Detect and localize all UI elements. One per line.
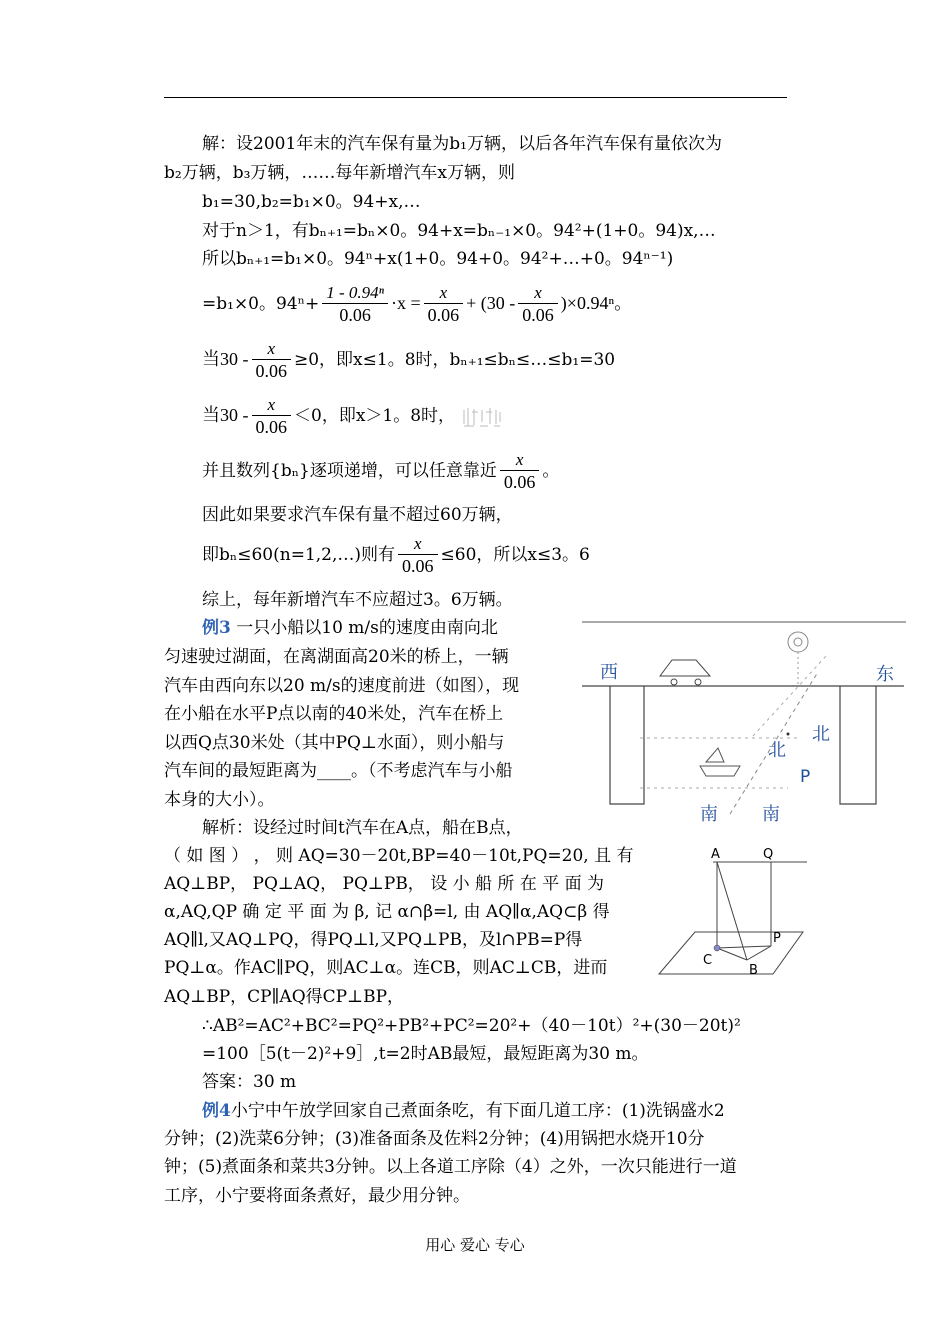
eq-lead: 即bₙ≤60(n=1,2,…)则有 — [202, 545, 396, 565]
label-a: A — [711, 847, 720, 862]
label-north: 北 — [812, 724, 830, 745]
fraction — [322, 283, 388, 326]
label-east: 东 — [876, 664, 894, 685]
text-line: 分钟；(2)洗菜6分钟；(3)准备面条及佐料2分钟；(4)用锅把水烧开10分 — [164, 1129, 705, 1149]
text-line: =100［5(t－2)²+9］,t=2时AB最短，最短距离为30 m。 — [202, 1044, 649, 1064]
boat-icon — [700, 748, 740, 776]
label-south: 南 — [762, 804, 780, 825]
example-text: 小宁中午放学回家自己煮面条吃，有下面几道工序：(1)洗锅盛水2 — [230, 1101, 725, 1121]
eq-tail: 。 — [542, 461, 560, 481]
text-line: 答案：30 m — [202, 1072, 297, 1092]
eq-plus: + (30 - — [466, 293, 516, 313]
eq-tail: ≤60，所以x≤3。6 — [440, 545, 590, 565]
text-line: 汽车由西向东以20 m/s的速度前进（如图），现 — [164, 676, 520, 696]
text-line: （ 如 图 ） ， 则 AQ=30－20t,BP=40－10t,PQ=20, 且 有 — [164, 846, 634, 866]
denominator: 0.06 — [398, 554, 438, 577]
example-3-line-1 — [202, 617, 498, 639]
text-line: b₂万辆，b₃万辆，……每年新增汽车x万辆，则 — [164, 163, 515, 183]
text-line: 对于n＞1，有bₙ₊₁=bₙ×0。94+x=bₙ₋₁×0。94²+(1+0。94)x,… — [202, 221, 716, 241]
denominator: 0.06 — [252, 359, 292, 382]
numerator: x — [413, 534, 422, 553]
label-south: 南 — [700, 804, 718, 825]
eq-lead: =b₁×0。94ⁿ+ — [202, 294, 320, 314]
page-footer: 用心 爱心 专心 — [425, 1236, 525, 1254]
numerator: x — [267, 395, 276, 414]
eq-lead: 当30 - — [202, 405, 249, 425]
text-line: ∴AB²=AC²+BC²=PQ²+PB²+PC²=20²+（40－10t）²+(30－20t)² — [202, 1016, 741, 1036]
example-text: 一只小船以10 m/s的速度由南向北 — [230, 618, 498, 638]
fraction — [424, 283, 464, 326]
header-rule — [164, 97, 787, 98]
label-q: Q — [763, 847, 774, 862]
fraction — [252, 339, 292, 382]
text-line: 匀速驶过湖面，在离湖面高20米的桥上，一辆 — [164, 647, 509, 667]
fraction — [518, 283, 558, 326]
text-line: 钟；(5)煮面条和菜共3分钟。以上各道工序除（4）之外，一次只能进行一道 — [164, 1157, 737, 1177]
text-line: α,AQ,QP 确 定 平 面 为 β, 记 α∩β=l, 由 AQ∥α,AQ⊂β 得 — [164, 902, 610, 922]
text-line: 在小船在水平P点以南的40米处，汽车在桥上 — [164, 704, 504, 724]
text-line: AQ⊥BP， PQ⊥AQ， PQ⊥PB， 设 小 船 所 在 平 面 为 — [164, 874, 605, 894]
label-p: P — [773, 931, 781, 946]
label-b: B — [749, 963, 758, 978]
eq-mid: ·x = — [391, 293, 421, 313]
text-line: 工序，小宁要将面条煮好，最少用分钟。 — [164, 1186, 470, 1206]
numerator: x — [515, 450, 524, 469]
text-line: 解：设2001年末的汽车保有量为b₁万辆，以后各年汽车保有量依次为 — [202, 134, 722, 154]
lamp-icon — [788, 632, 808, 652]
denominator: 0.06 — [518, 303, 558, 326]
numerator: x — [267, 339, 276, 358]
label-north: 北 — [768, 740, 786, 761]
geometry-figure — [655, 842, 815, 982]
garbled-formula-image — [460, 404, 506, 430]
text-line: 综上，每年新增汽车不应超过3。6万辆。 — [202, 590, 513, 610]
eq-tail: )×0.94ⁿ。 — [560, 293, 633, 313]
numerator: x — [534, 283, 542, 302]
example-label: 例4 — [202, 1101, 231, 1121]
numerator: x — [439, 283, 448, 302]
denominator: 0.06 — [500, 470, 540, 493]
text-line: 汽车间的最短距离为____。（不考虑汽车与小船 — [164, 761, 513, 781]
fraction — [252, 395, 292, 438]
equation-1 — [202, 278, 632, 329]
eq-tail: ≥0，即x≤1。8时，bₙ₊₁≤bₙ≤…≤b₁=30 — [294, 350, 616, 370]
equation-2 — [202, 334, 615, 385]
eq-lead: 当30 - — [202, 349, 249, 369]
example-4-line-1 — [202, 1100, 725, 1122]
denominator: 0.06 — [322, 303, 388, 326]
example-label: 例3 — [202, 618, 231, 638]
denominator: 0.06 — [252, 415, 292, 438]
bridge-figure — [578, 616, 908, 831]
equation-3 — [202, 390, 506, 441]
text-line: 本身的大小）。 — [164, 790, 275, 810]
label-west: 西 — [600, 662, 618, 683]
label-p: P — [800, 767, 811, 787]
text-line: 解析：设经过时间t汽车在A点，船在B点， — [202, 818, 523, 838]
equation-4 — [202, 446, 559, 496]
text-line: 所以bₙ₊₁=b₁×0。94ⁿ+x(1+0。94+0。94²+…+0。94ⁿ⁻¹) — [202, 249, 674, 269]
fraction — [500, 450, 540, 493]
text-line: b₁=30,b₂=b₁×0。94+x,… — [202, 192, 421, 212]
text-line: 因此如果要求汽车保有量不超过60万辆， — [202, 505, 513, 525]
eq-tail: ＜0，即x＞1。8时， — [294, 406, 456, 426]
text-line: 以西Q点30米处（其中PQ⊥水面），则小船与 — [164, 733, 505, 753]
numerator: 1 - 0.94ⁿ — [326, 283, 384, 302]
text-line: AQ⊥BP，CP∥AQ得CP⊥BP， — [164, 987, 405, 1007]
equation-5 — [202, 530, 590, 580]
label-c: C — [703, 953, 713, 968]
text-line: AQ∥l,又AQ⊥PQ，得PQ⊥l,又PQ⊥PB，及l∩PB=P得 — [164, 930, 583, 950]
eq-lead: 并且数列{bₙ}逐项递增，可以任意靠近 — [202, 461, 497, 481]
denominator: 0.06 — [424, 303, 464, 326]
text-line: PQ⊥α。作AC∥PQ，则AC⊥α。连CB，则AC⊥CB，进而 — [164, 958, 608, 978]
fraction — [398, 534, 438, 577]
car-icon — [660, 660, 710, 685]
